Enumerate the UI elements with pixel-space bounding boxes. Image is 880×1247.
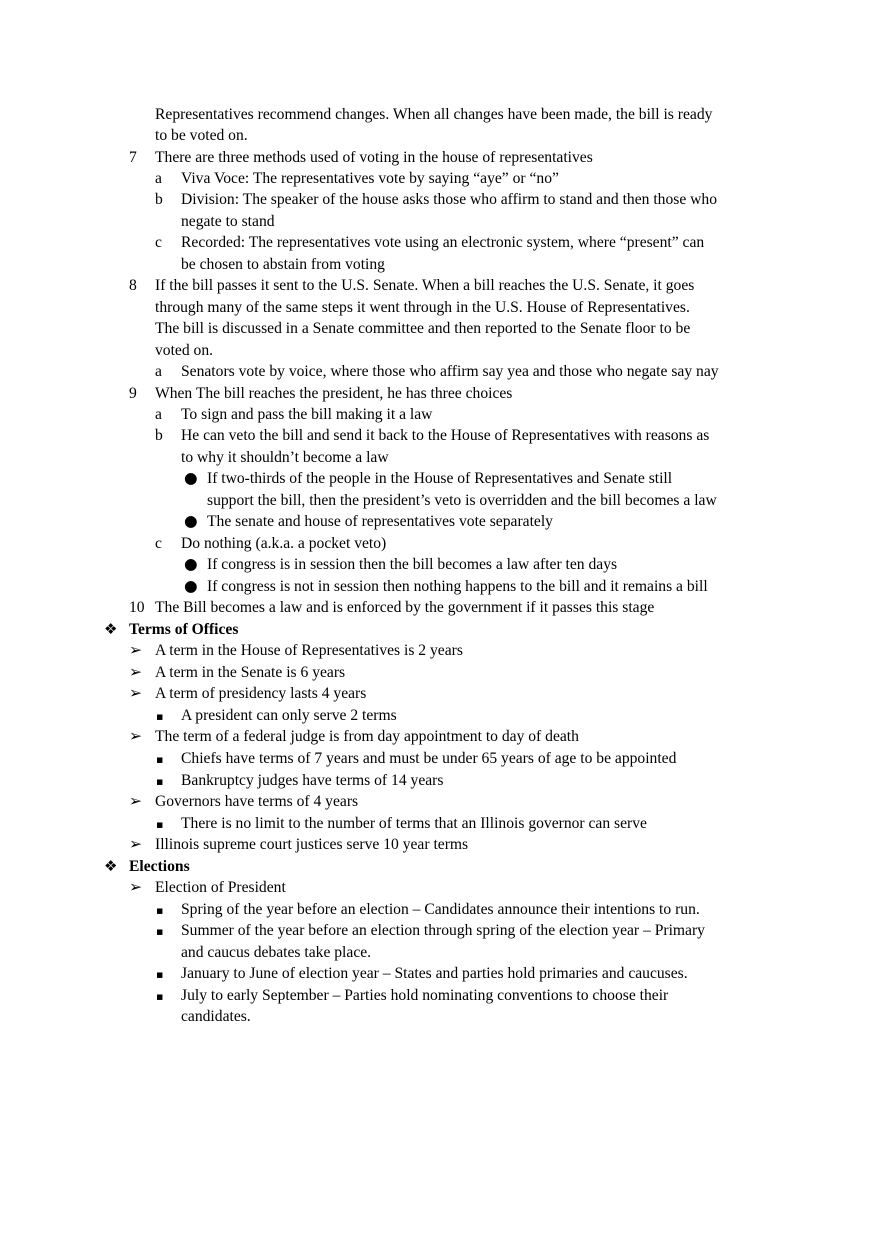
step9-b-bullet-text: The senate and house of representatives vote separately [207, 513, 553, 530]
square-bullet-icon: ▪ [156, 710, 164, 723]
arrow-bullet-icon: ➢ [129, 727, 143, 745]
step6-continuation-line: Representatives recommend changes. When all changes have been made, the bill is ready [155, 106, 713, 123]
square-bullet-icon: ▪ [156, 818, 164, 831]
step7-c-text: Recorded: The representatives vote using an electronic system, where “present” can [181, 234, 705, 251]
bullet-dot-icon: ● [184, 577, 198, 595]
square-bullet-icon: ▪ [156, 925, 164, 938]
sub-letter: c [155, 234, 162, 251]
sub-letter: b [155, 191, 163, 208]
terms-item: Illinois supreme court justices serve 10 year terms [155, 836, 469, 853]
terms-item: A term in the House of Representatives is 2 years [155, 642, 463, 659]
elections-subitem: and caucus debates take place. [181, 944, 372, 961]
terms-item: Governors have terms of 4 years [155, 793, 359, 810]
step9-b-text: to why it shouldn’t become a law [181, 449, 389, 466]
step9-b-text: He can veto the bill and send it back to the House of Representatives with reasons as [181, 427, 710, 444]
diamond-bullet-icon: ❖ [104, 620, 118, 638]
section-heading-elections: Elections [129, 858, 190, 875]
terms-item: The term of a federal judge is from day appointment to day of death [155, 728, 579, 745]
sub-letter: a [155, 363, 162, 380]
step9-b-bullet-text: If two-thirds of the people in the House of Representatives and Senate still [207, 470, 673, 487]
arrow-bullet-icon: ➢ [129, 641, 143, 659]
diamond-bullet-icon: ❖ [104, 857, 118, 875]
sub-letter: b [155, 427, 163, 444]
sub-letter: a [155, 170, 162, 187]
elections-item: Election of President [155, 879, 286, 896]
terms-item: A term in the Senate is 6 years [155, 664, 346, 681]
step9-text: When The bill reaches the president, he has three choices [155, 385, 513, 402]
step9-b-bullet-text: support the bill, then the president’s veto is overridden and the bill becomes a law [207, 492, 717, 509]
elections-subitem: January to June of election year – States and parties hold primaries and caucuses. [181, 965, 688, 982]
square-bullet-icon: ▪ [156, 775, 164, 788]
terms-subitem: There is no limit to the number of terms that an Illinois governor can serve [181, 815, 647, 832]
step9-c-text: Do nothing (a.k.a. a pocket veto) [181, 535, 387, 552]
step8-text: If the bill passes it sent to the U.S. Senate. When a bill reaches the U.S. Senate, it goes [155, 277, 695, 294]
square-bullet-icon: ▪ [156, 990, 164, 1003]
sub-letter: a [155, 406, 162, 423]
bullet-dot-icon: ● [184, 555, 198, 573]
step7-b-text: negate to stand [181, 213, 275, 230]
elections-subitem: July to early September – Parties hold nominating conventions to choose their [181, 987, 669, 1004]
arrow-bullet-icon: ➢ [129, 792, 143, 810]
step-number: 10 [129, 599, 145, 616]
terms-subitem: A president can only serve 2 terms [181, 707, 397, 724]
square-bullet-icon: ▪ [156, 753, 164, 766]
bullet-dot-icon: ● [184, 469, 198, 487]
step-number: 7 [129, 149, 137, 166]
square-bullet-icon: ▪ [156, 904, 164, 917]
arrow-bullet-icon: ➢ [129, 663, 143, 681]
step8-a-text: Senators vote by voice, where those who affirm say yea and those who negate say nay [181, 363, 719, 380]
step6-continuation-line: to be voted on. [155, 127, 248, 144]
step7-c-text: be chosen to abstain from voting [181, 256, 385, 273]
arrow-bullet-icon: ➢ [129, 684, 143, 702]
square-bullet-icon: ▪ [156, 968, 164, 981]
step10-text: The Bill becomes a law and is enforced by the government if it passes this stage [155, 599, 655, 616]
bullet-dot-icon: ● [184, 512, 198, 530]
elections-subitem: Spring of the year before an election – Candidates announce their intentions to run. [181, 901, 700, 918]
step9-c-bullet-text: If congress is not in session then nothing happens to the bill and it remains a bill [207, 578, 708, 595]
terms-subitem: Bankruptcy judges have terms of 14 years [181, 772, 444, 789]
arrow-bullet-icon: ➢ [129, 878, 143, 896]
step8-text: The bill is discussed in a Senate committee and then reported to the Senate floor to be [155, 320, 691, 337]
sub-letter: c [155, 535, 162, 552]
step9-c-bullet-text: If congress is in session then the bill becomes a law after ten days [207, 556, 618, 573]
step7-a-text: Viva Voce: The representatives vote by saying “aye” or “no” [181, 170, 559, 187]
terms-item: A term of presidency lasts 4 years [155, 685, 367, 702]
elections-subitem: candidates. [181, 1008, 251, 1025]
step8-text: through many of the same steps it went through in the U.S. House of Representatives. [155, 299, 690, 316]
terms-subitem: Chiefs have terms of 7 years and must be under 65 years of age to be appointed [181, 750, 677, 767]
section-heading-terms: Terms of Offices [129, 621, 239, 638]
arrow-bullet-icon: ➢ [129, 835, 143, 853]
elections-subitem: Summer of the year before an election through spring of the election year – Primary [181, 922, 705, 939]
step9-a-text: To sign and pass the bill making it a law [181, 406, 433, 423]
step7-b-text: Division: The speaker of the house asks those who affirm to stand and then those who [181, 191, 718, 208]
step7-text: There are three methods used of voting in the house of representatives [155, 149, 593, 166]
step-number: 9 [129, 385, 137, 402]
step-number: 8 [129, 277, 137, 294]
step8-text: voted on. [155, 342, 214, 359]
